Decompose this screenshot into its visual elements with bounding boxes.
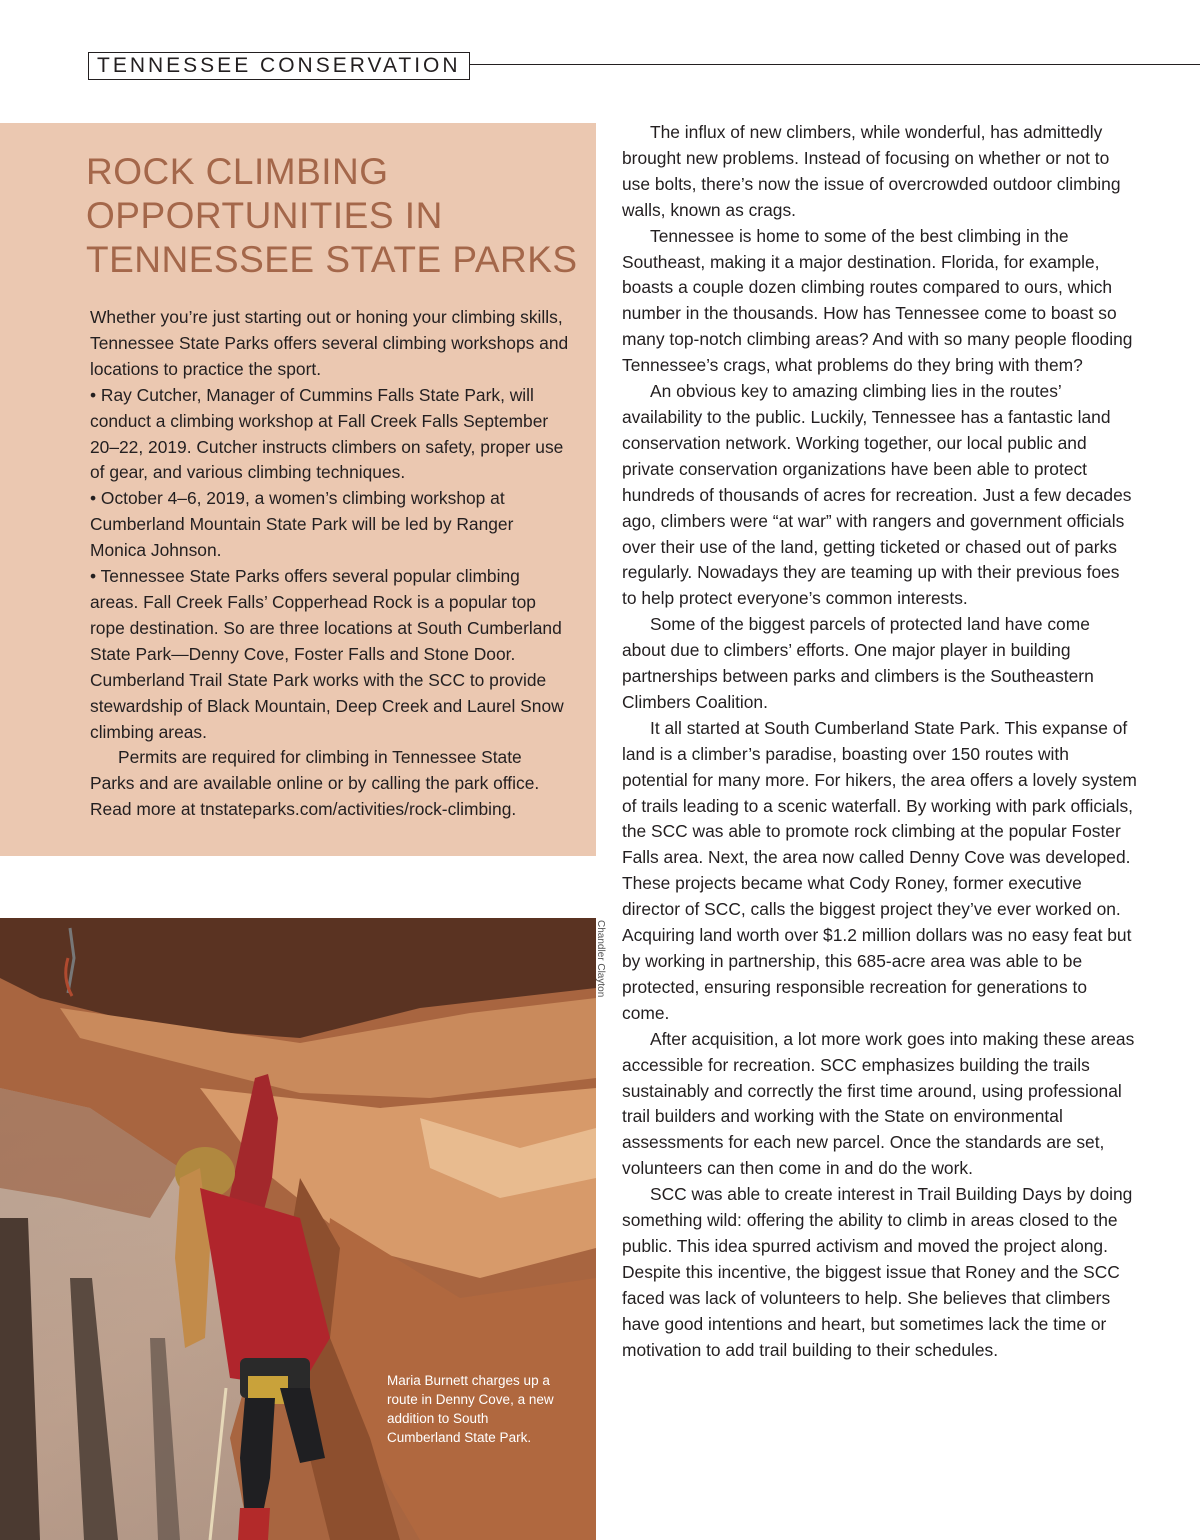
photo-credit: Chandler Clayton (595, 920, 606, 998)
sidebar-title-line: TENNESSEE STATE PARKS (86, 239, 578, 280)
sidebar-title-line: OPPORTUNITIES IN (86, 195, 443, 236)
sidebar-intro: Whether you’re just starting out or honing your climbing skills, Tennessee State Parks offers several climbing workshops and locations to practice the sport. (90, 307, 569, 379)
sidebar-body (90, 305, 570, 823)
photo-caption: Maria Burnett charges up a route in Denny Cove, a new addition to South Cumberland State Park. (387, 1373, 554, 1445)
sidebar-bullet: • Ray Cutcher, Manager of Cummins Falls State Park, will conduct a climbing workshop at Fall Creek Falls September 20–22, 2019. Cutcher instructs climbers on safety, proper use of gear, and various climbing techniques. (90, 384, 564, 483)
sidebar-title (86, 150, 586, 282)
header-rule (440, 64, 1200, 65)
article-body (622, 120, 1137, 1364)
article-paragraph: An obvious key to amazing climbing lies in the routes’ availability to the public. Luckily, Tennessee has a fantastic land conservation network. Working together, our local public and private conservation organizations have been able to protect hundreds of thousands of acres for recreation. Just a few decades ago, climbers were “at war” with rangers and government officials over their use of the land, getting ticketed or chased out of parks regularly. Nowadays they are teaming up with their previous foes to help protect everyone’s common interests. (622, 381, 1132, 609)
article-paragraph: SCC was able to create interest in Trail Building Days by doing something wild: offering the ability to climb in areas closed to the public. This idea spurred activism and moved the project along. Despite this incentive, the biggest issue that Roney and the SCC faced was lack of volunteers to help. She believes that climbers have good intentions and heart, but sometimes lack the time or motivation to add trail building to their schedules. (622, 1184, 1133, 1360)
article-paragraph: The influx of new climbers, while wonderful, has admittedly brought new problems. Instead of focusing on whether or not to use bolts, there’s now the issue of overcrowded outdoor climbing walls, known as crags. (622, 122, 1121, 220)
article-paragraph: Some of the biggest parcels of protected land have come about due to climbers’ efforts. One major player in building partnerships between parks and climbers is the Southeastern Climbers Coalition. (622, 614, 1094, 712)
section-tag: TENNESSEE CONSERVATION (88, 52, 470, 80)
article-paragraph: Tennessee is home to some of the best climbing in the Southeast, making it a major destination. Florida, for example, boasts a couple dozen climbing routes compared to ours, which number in the thousands. How has Tennessee come to boast so many top-notch climbing areas? And with so many people flooding Tennessee’s crags, what problems do they bring with them? (622, 225, 1133, 376)
sidebar-title-line: ROCK CLIMBING (86, 151, 389, 192)
article-paragraph: It all started at South Cumberland State Park. This expanse of land is a climber’s paradise, boasting over 150 routes with potential for many more. For hikers, the area offers a lovely system of trails leading to a scenic waterfall. By working with park officials, the SCC was able to promote rock climbing at the popular Foster Falls area. Next, the area now called Denny Cove was developed. These projects became what Cody Roney, former executive director of SCC, calls the biggest project they’ve ever worked on. Acquiring land worth over $1.2 million dollars was no easy feat but by working in partnership, this 685-acre area was able to be protected, ensuring responsible recreation for generations to come. (622, 717, 1137, 1023)
sidebar-bullet: • October 4–6, 2019, a women’s climbing workshop at Cumberland Mountain State Park will be led by Ranger Monica Johnson. (90, 488, 514, 561)
sidebar-bullet: • Tennessee State Parks offers several popular climbing areas. Fall Creek Falls’ Copperhead Rock is a popular top rope destination. So are three locations at South Cumberland State Park—Denny Cove, Foster Falls and Stone Door. Cumberland Trail State Park works with the SCC to provide stewardship of Black Mountain, Deep Creek and Laurel Snow climbing areas. (90, 566, 564, 742)
article-paragraph: After acquisition, a lot more work goes into making these areas accessible for recreation. SCC emphasizes building the trails sustainably and correctly the first time around, using professional trail builders and working with the State on environmental assessments for each new parcel. Once the standards are set, volunteers can then come in and do the work. (622, 1028, 1135, 1179)
sidebar-permits: Permits are required for climbing in Tennessee State Parks and are available online or by calling the park office. Read more at tnstateparks.com/activities/rock-climbing. (90, 747, 540, 820)
